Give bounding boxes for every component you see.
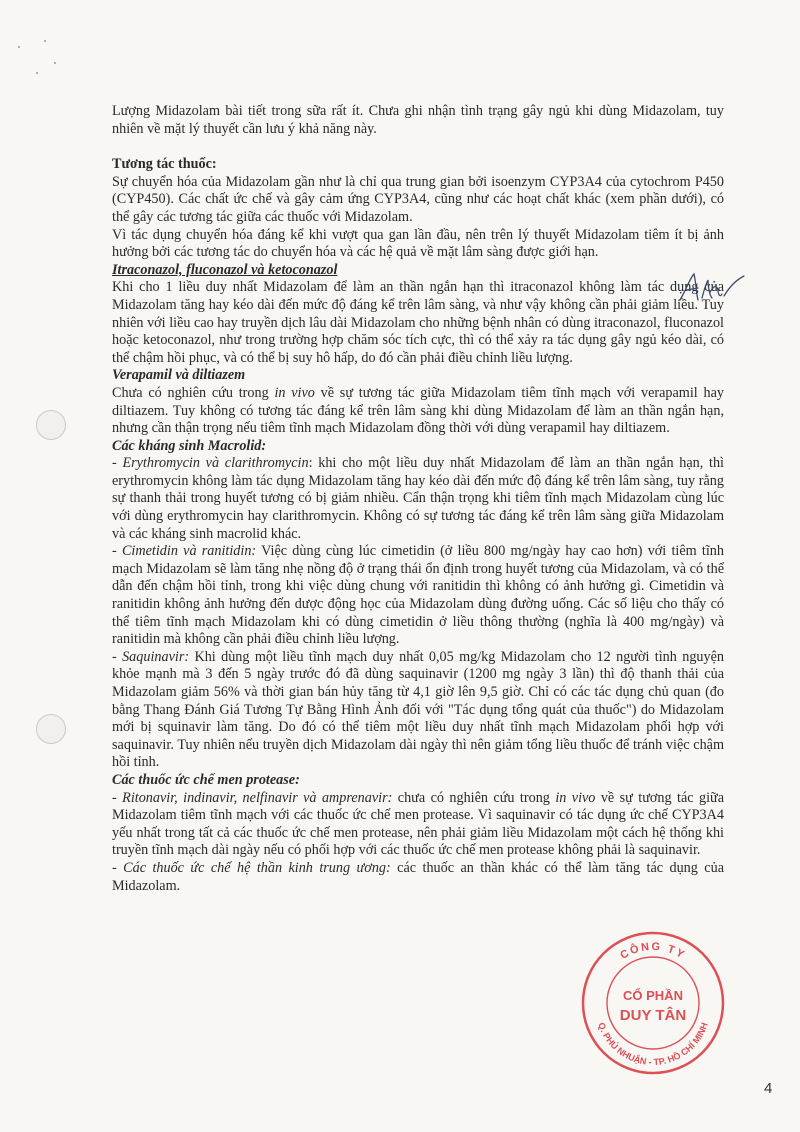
svg-text:CÔNG TY	[618, 941, 687, 962]
paragraph-protease	[112, 790, 724, 860]
paragraph-saquinavir	[112, 649, 724, 772]
cns-text: các thuốc an thần khác có thể làm tăng tác dụng của Midazolam.	[112, 859, 724, 894]
in-vivo-term: in vivo	[274, 384, 315, 401]
paragraph-first-pass: Vì tác dụng chuyển hóa đáng kể khi vượt qua gan lần đầu, nên trên lý thuyết Midazolam tiêm ít bị ảnh hưởng bởi các tương tác do chuyển hóa và các hệ quả về mặt lâm sàng được giới hạn.	[112, 226, 724, 261]
paragraph-azoles: Khi cho 1 liều duy nhất Midazolam để làm an thần ngắn hạn thì itraconazol không làm tác dụng của Midazolam tăng hay kéo dài đến mức độ đáng kể trên lâm sàng, và như vậy không cần phải giảm liều. Tuy nhiên với liều cao hay truyền dịch lâu dài Midazolam cho những bệnh nhân có dùng itraconazol, fluconazol hoặc ketoconazol, như trong trường hợp chăm sóc tích cực, thì có thể xảy ra tác dụng gây ngủ kéo dài, có thể chậm hồi phục, và có thể bị suy hô hấp, do đó cần phải điều chỉnh liều lượng.	[112, 279, 724, 366]
punch-hole-top	[36, 410, 66, 440]
seal-line-2: DUY TÂN	[619, 1007, 687, 1024]
seal-bottom-text: Q. PHÚ NHUẬN - TP. HỒ CHÍ MINH	[596, 1021, 710, 1068]
punch-hole-bottom	[36, 714, 66, 744]
verapamil-text-2: về sự tương tác giữa Midazolam tiêm tĩnh mạch với verapamil hay diltiazem. Tuy không có tương tác đáng kể trên lâm sàng khi dùng Midazolam để làm an thần ngắn hạn, nhưng cần thận trọng nếu tiêm tĩnh mạch Midazolam đồng thời với dùng verapamil hay diltiazem.	[112, 384, 724, 437]
paragraph-verapamil	[112, 385, 724, 438]
protease-text-2: về sự tương tác giữa Midazolam tiêm tĩnh mạch với các thuốc ức chế men protease. Vì saquinavir có tác dụng ức chế CYP3A4 yếu nhất trong tất cả các thuốc ức chế men protease, nên phải giảm liều Midazolam một cách hệ thống khi truyền tĩnh mạch dài ngày nếu có phối hợp với các thuốc ức chế men protease không phải là saquinavir.	[112, 789, 725, 859]
paragraph-cns-depressants	[112, 860, 724, 895]
paragraph-metabolism: Sự chuyển hóa của Midazolam gần như là chỉ qua trung gian bởi isoenzym CYP3A4 của cytochrom P450 (CYP450). Các chất ức chế và gây cảm ứng CYP3A4, cũng như các hoạt chất khác (xem phần dưới), có thể gây các tương tác giữa các thuốc với Midazolam.	[112, 173, 724, 225]
saquinavir-text: Khi dùng một liều tĩnh mạch duy nhất 0,05 mg/kg Midazolam cho 12 người tình nguyện khỏe mạnh mà 3 đến 5 ngày trước đó đã dùng saquinavir (1200 mg ngày 3 lần) thì độ thanh thải của Midazolam giảm 56% và thời gian bán hủy tăng từ 4,1 giờ lên 9,5 giờ. Chỉ có các tác dụng chủ quan (đo bằng Thang Đánh Giá Tương Tự Bằng Hình Ảnh đối với "Tác dụng tổng quát của thuốc") do Midazolam mới bị squinavir làm tăng. Do đó có thể tiêm một liều duy nhất tĩnh mạch Midazolam phối hợp với saquinavir. Tuy nhiên nếu truyền dịch Midazolam dài ngày thì nên giảm tổng liều thuốc để tránh việc chậm hồi tỉnh.	[112, 648, 724, 771]
scan-specks	[14, 38, 74, 88]
paragraph-cimetidine	[112, 543, 724, 649]
company-seal	[578, 928, 728, 1078]
heading-protease-inhibitors: Các thuốc ức chế men protease:	[112, 771, 300, 788]
paragraph-lactation: Lượng Midazolam bài tiết trong sữa rất ít. Chưa ghi nhận tình trạng gây ngủ khi dùng Midazolam, tuy nhiên về mặt lý thuyết cần lưu ý khả năng này.	[112, 103, 724, 137]
heading-azoles: Itraconazol, fluconazol và ketoconazol	[112, 261, 338, 278]
erythromycin-term: - Erythromycin và clarithromycin	[112, 455, 309, 472]
seal-top-text: CÔNG TY	[618, 940, 688, 962]
heading-macrolides: Các kháng sinh Macrolid:	[112, 437, 267, 454]
handwritten-initials	[676, 270, 746, 306]
in-vivo-term-2: in vivo	[555, 789, 596, 806]
cns-term: - Các thuốc ức chế hệ thần kinh trung ương:	[112, 859, 391, 876]
erythromycin-text: : khi cho một liều duy nhất Midazolam để làm an thần ngắn hạn, thì erythromycin không làm tác dụng Midazolam tăng hay kéo dài đến mức độ đáng kể trên lâm sàng, tuy rằng sự thanh thải trong huyết tương có bị giảm nhiều. Cẩn thận trọng khi tiêm tĩnh mạch Midazolam cùng lúc với dùng erythromycin hay clarithromycin. Không có sự tương tác đáng kể trên lâm sàng giữa Midazolam và các kháng sinh macrolid khác.	[112, 455, 724, 542]
heading-drug-interactions: Tương tác thuốc:	[112, 156, 217, 173]
protease-term: - Ritonavir, indinavir, nelfinavir và amprenavir:	[112, 789, 393, 806]
seal-line-1: CỔ PHẦN	[623, 988, 683, 1003]
verapamil-text-1: Chưa có nghiên cứu trong	[112, 384, 275, 401]
saquinavir-term: - Saquinavir:	[112, 648, 190, 665]
cimetidine-text: Việc dùng cùng lúc cimetidin (ở liều 800 mg/ngày hay cao hơn) với tiêm tĩnh mạch Midazolam sẽ làm tăng nhẹ nồng độ ở trạng thái ổn định trong huyết tương của Midazolam, và có thể dẫn đến chậm hồi tỉnh, trong khi việc dùng chung với ranitidin thì không có ảnh hưởng gì. Cimetidin và ranitidin không ảnh hưởng đến dược động học của Midazolam dùng đường uống. Các số liệu cho thấy có thể tiêm tĩnh mạch Midazolam khi có dùng cimetidin ở liều thông thường (nghĩa là 400 mg/ngày) và ranitidin mà không cần phải điều chỉnh liều lượng.	[112, 543, 724, 648]
protease-text-1: chưa có nghiên cứu trong	[392, 789, 556, 806]
body-text	[112, 103, 724, 895]
page-number: 4	[764, 1080, 773, 1097]
paragraph-erythromycin	[112, 455, 724, 543]
heading-verapamil: Verapamil và diltiazem	[112, 367, 246, 384]
cimetidine-term: - Cimetidin và ranitidin:	[112, 543, 257, 560]
